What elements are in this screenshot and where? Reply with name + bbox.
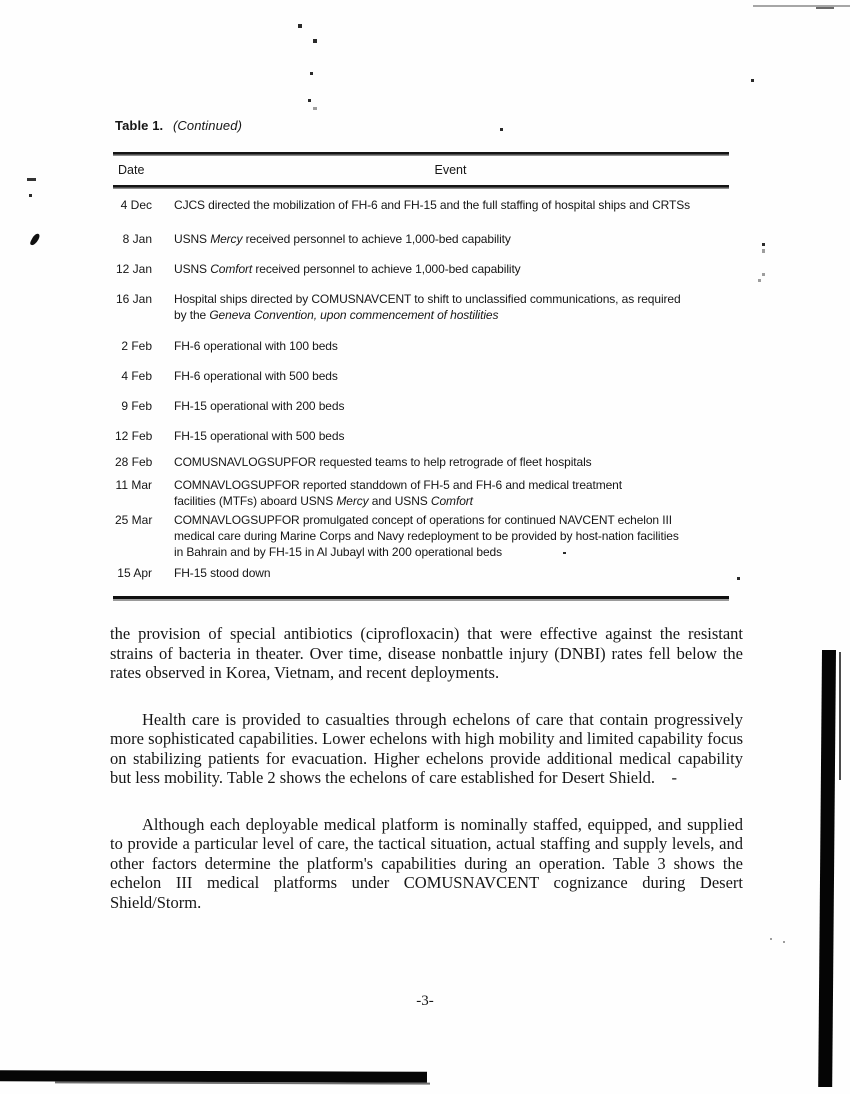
- scan-speck: [751, 79, 754, 82]
- table-header-row: [113, 156, 729, 185]
- right-edge-scan-bar-echo: [839, 652, 841, 780]
- row-date: 12 Jan: [115, 262, 152, 276]
- row-date: 16 Jan: [115, 292, 152, 306]
- row-date: 4 Feb: [121, 369, 152, 383]
- table-row: [113, 291, 729, 323]
- table-row: [113, 565, 729, 581]
- row-event: COMNAVLOGSUPFOR reported standdown of FH-5 and FH-6 and medical treatment facilities (MTFs) aboard USNS Mercy and USNS Comfort: [174, 478, 622, 508]
- table-row: [113, 338, 729, 354]
- scan-speck: [762, 249, 765, 253]
- row-event: FH-6 operational with 500 beds: [174, 369, 338, 383]
- scan-speck: [737, 577, 740, 580]
- table-body: [113, 197, 729, 596]
- bottom-edge-scan-bar-echo: [55, 1081, 430, 1084]
- scan-speck: [758, 279, 761, 282]
- table-header-rule: [113, 185, 729, 189]
- scan-speck: [313, 107, 317, 110]
- row-event: FH-15 operational with 200 beds: [174, 399, 345, 413]
- right-edge-scan-bar: [818, 650, 836, 1087]
- table-row: [113, 368, 729, 384]
- row-date: 15 Apr: [117, 566, 152, 580]
- scan-speck: [762, 243, 765, 246]
- row-event: COMNAVLOGSUPFOR promulgated concept of operations for continued NAVCENT echelon III medical care during Marine Corps and Navy redeployment to be provided by host-nation facilities in Bahrain and by FH-15 in Al Jubayl with 200 operational beds: [174, 513, 679, 559]
- scan-speck: [310, 72, 313, 75]
- row-date: 9 Feb: [121, 399, 152, 413]
- page-number: -3-: [416, 993, 434, 1009]
- body-paragraph: Although each deployable medical platform is nominally staffed, equipped, and supplied to provide a particular level of care, the tactical situation, actual staffing and supply levels, and other factors determine the platform's capabilities during an operation. Table 3 shows the echelon III medical platforms under COMUSNAVCENT cognizance during Desert Shield/Storm.: [110, 814, 743, 912]
- body-text: [110, 624, 743, 939]
- table-caption: [115, 118, 242, 133]
- scan-speck: [500, 128, 503, 131]
- scan-corner-line-dark: [816, 7, 834, 9]
- scan-speck: [313, 39, 317, 43]
- scan-speck: [29, 232, 40, 246]
- body-paragraph: Health care is provided to casualties through echelons of care that contain progressively more sophisticated capabilities. Lower echelons with high mobility and limited capability focus on stabilizing patients for evacuation. Higher echelons provide additional medical capability but less mobility. Table 2 shows the echelons of care established for Desert Shield. -: [110, 709, 743, 787]
- table-caption-continued: (Continued): [172, 118, 242, 133]
- scan-speck: [27, 178, 36, 181]
- row-event: COMUSNAVLOGSUPFOR requested teams to help retrograde of fleet hospitals: [174, 455, 592, 469]
- row-event: USNS Comfort received personnel to achieve 1,000-bed capability: [174, 262, 521, 276]
- row-event: Hospital ships directed by COMUSNAVCENT to shift to unclassified communications, as required by the Geneva Convention, upon commencement of hostilities: [174, 292, 681, 322]
- scan-speck: [298, 24, 302, 28]
- row-date: 11 Mar: [115, 478, 152, 492]
- table-row: [113, 428, 729, 444]
- row-date: 8 Jan: [122, 232, 152, 246]
- row-event: FH-15 stood down: [174, 566, 271, 580]
- scan-speck: [308, 99, 311, 102]
- row-event: FH-15 operational with 500 beds: [174, 429, 345, 443]
- table-row: [113, 197, 729, 213]
- scan-speck: [770, 938, 772, 940]
- scan-speck: [762, 273, 765, 276]
- row-date: 28 Feb: [115, 455, 153, 469]
- row-date: 2 Feb: [121, 339, 152, 353]
- table-row: [113, 454, 729, 470]
- row-event: CJCS directed the mobilization of FH-6 and FH-15 and the full staffing of hospital ships and CRTSs: [174, 198, 691, 212]
- scan-speck: [29, 194, 32, 197]
- column-header-event: Event: [434, 163, 467, 177]
- events-table: [113, 152, 729, 601]
- table-bottom-rule: [113, 596, 729, 601]
- table-row: [113, 398, 729, 414]
- table-row: [113, 512, 729, 560]
- body-paragraph: the provision of special antibiotics (ciprofloxacin) that were effective against the resistant strains of bacteria in theater. Over time, disease nonbattle injury (DNBI) rates fell below the rates observed in Korea, Vietnam, and recent deployments.: [110, 624, 743, 682]
- table-row: [113, 477, 729, 509]
- column-header-date: Date: [118, 163, 145, 177]
- row-date: 12 Feb: [115, 429, 153, 443]
- row-event: USNS Mercy received personnel to achieve 1,000-bed capability: [174, 232, 511, 246]
- table-caption-number: Table 1.: [115, 118, 164, 133]
- scan-speck: [783, 941, 785, 943]
- table-row: [113, 231, 729, 247]
- table-row: [113, 261, 729, 277]
- row-event: FH-6 operational with 100 beds: [174, 339, 338, 353]
- row-date: 25 Mar: [115, 513, 153, 527]
- scan-corner-line: [753, 5, 850, 7]
- row-date: 4 Dec: [120, 198, 152, 212]
